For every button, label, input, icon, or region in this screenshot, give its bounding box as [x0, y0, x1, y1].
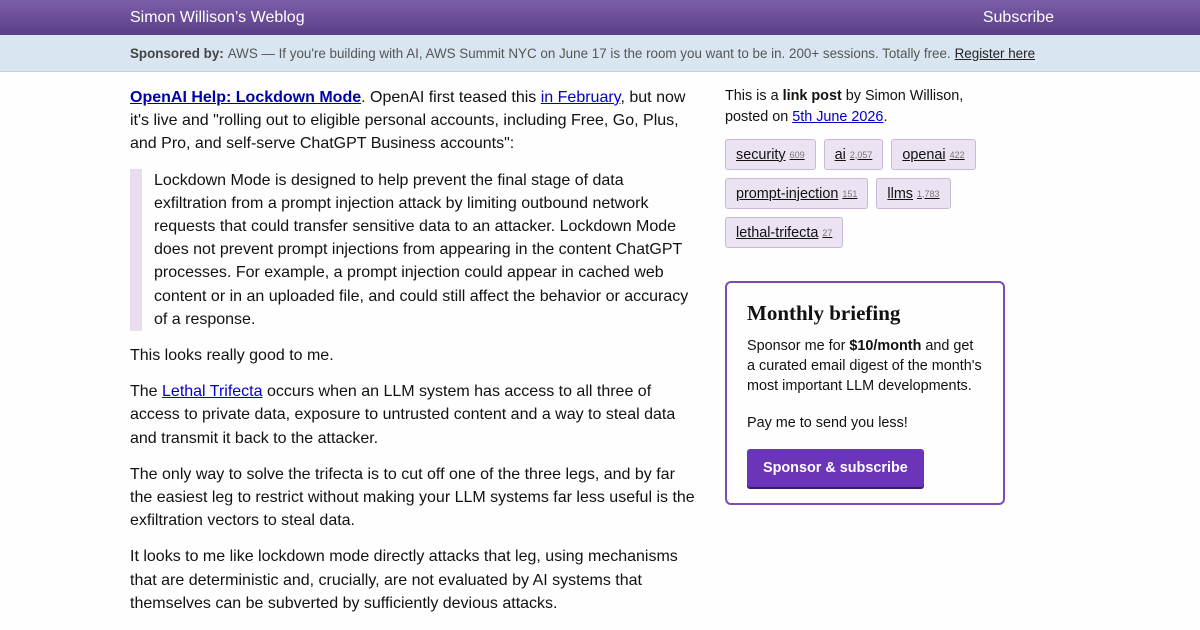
tag-openai[interactable]: [891, 139, 975, 170]
intro-text-2: , but now it's live and "rolling out to eligible personal accounts, including Free, Go, Plus, and Pro, and self-serve ChatGPT Business accounts":: [130, 89, 686, 153]
briefing-text-2: and get a curated email digest of the month's most important LLM developments.: [747, 338, 982, 395]
subscribe-link[interactable]: Subscribe: [982, 8, 1054, 26]
p3-text-1: The: [130, 383, 163, 401]
site-title-link[interactable]: Simon Willison’s Weblog: [130, 8, 305, 26]
briefing-price: $10/month: [849, 338, 922, 354]
briefing-pay-text: Pay me to send you less!: [747, 414, 908, 431]
tag-name: llms: [887, 185, 913, 202]
meta-by: by Simon Willison, posted on: [725, 88, 964, 125]
sponsor-subscribe-button[interactable]: Sponsor & subscribe: [747, 449, 924, 487]
tag-count: 609: [789, 149, 805, 160]
quote-text: Lockdown Mode is designed to help prevent the final stage of data exfiltration from a prompt injection attack by limiting outbound network requests that could transfer sensitive data to an attacker. Lockdown Mode does not prevent prompt injections from appearing in the content ChatGPT processes. For example, a prompt injection could appear in cached web content or in an uploaded file, and could still affect the behavior or accuracy of a response.: [154, 171, 689, 328]
paragraph-4: The only way to solve the trifecta is to cut off one of the three legs, and by far the easiest leg to restrict without making your LLM systems far less useful is the exfiltration vectors to steal data.: [130, 465, 695, 530]
sponsor-banner: [0, 35, 1200, 72]
tag-name: security: [736, 146, 786, 163]
tag-name: prompt-injection: [736, 185, 839, 202]
monthly-briefing-box: [725, 281, 1005, 505]
tag-name: openai: [902, 146, 946, 163]
tag-count: 27: [822, 227, 833, 238]
tag-name: ai: [834, 146, 846, 163]
tag-ai[interactable]: [824, 139, 884, 170]
tag-count: 1,783: [917, 188, 940, 199]
post-date-link[interactable]: 5th June 2026: [792, 108, 884, 125]
post-body: [130, 86, 695, 628]
paragraph-5: It looks to me like lockdown mode directly attacks that leg, using mechanisms that are deterministic and, crucially, are not evaluated by AI systems that themselves can be subverted by sufficiently devious attacks.: [130, 548, 678, 612]
post-title-link[interactable]: OpenAI Help: Lockdown Mode: [130, 89, 362, 106]
briefing-text-1: Sponsor me for: [747, 338, 850, 354]
tag-llms[interactable]: [876, 178, 950, 209]
paragraph-3: [130, 380, 695, 450]
sidebar: [725, 86, 1005, 505]
tag-count: 2,057: [849, 149, 873, 160]
meta-prefix: This is a: [725, 88, 783, 104]
paragraph-2: This looks really good to me.: [130, 347, 334, 365]
post-meta: [725, 86, 1005, 127]
sponsor-label: Sponsored by:: [130, 45, 224, 61]
tag-name: lethal-trifecta: [736, 224, 819, 241]
briefing-title: Monthly briefing: [747, 301, 901, 325]
tag-lethal-trifecta[interactable]: [725, 217, 843, 248]
register-link[interactable]: Register here: [954, 45, 1036, 61]
tag-count: 422: [949, 149, 965, 160]
tag-count: 151: [842, 188, 858, 199]
p3-text-2: occurs when an LLM system has access to all three of access to private data, exposure to untrusted content and a way to steal data and transmit it back to the attacker.: [130, 383, 676, 447]
february-link[interactable]: in February: [540, 89, 621, 106]
meta-suffix: .: [883, 108, 888, 125]
lethal-trifecta-link[interactable]: Lethal Trifecta: [162, 383, 263, 401]
briefing-description: [747, 336, 983, 397]
meta-type: link post: [782, 88, 842, 104]
post-quote: [130, 169, 695, 331]
site-header: [0, 0, 1200, 35]
tag-list: [725, 139, 985, 248]
tag-prompt-injection[interactable]: [725, 178, 868, 209]
intro-text-1: . OpenAI first teased this: [361, 89, 541, 106]
sponsor-text: AWS — If you're building with AI, AWS Summit NYC on June 17 is the room you want to be in. 200+ sessions. Totally free.: [227, 45, 951, 61]
tag-security[interactable]: [725, 139, 816, 170]
post-intro: [130, 86, 695, 156]
